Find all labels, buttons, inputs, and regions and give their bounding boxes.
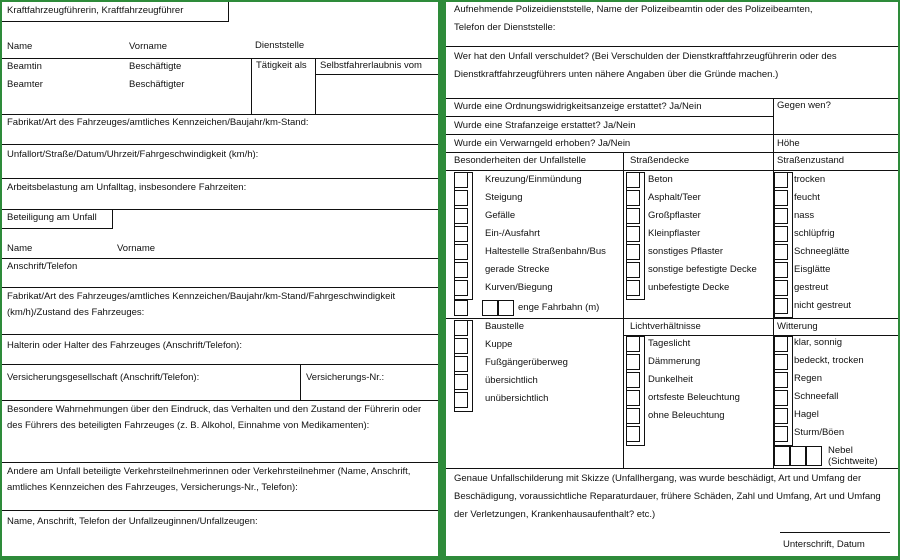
nicht-gestreut-label: nicht gestreut — [794, 300, 852, 311]
regen-label: Regen — [794, 373, 822, 384]
gerade-checkbox[interactable] — [454, 262, 468, 278]
blank-checkbox[interactable] — [626, 426, 640, 442]
sturm-label: Sturm/Böen — [794, 427, 845, 438]
eisglaette-label: Eisglätte — [794, 264, 831, 275]
header-box-edge — [228, 2, 229, 22]
enge-label: enge Fahrbahn (m) — [518, 302, 600, 313]
ortsfeste-beleuchtung-checkbox[interactable] — [626, 390, 640, 406]
row-line — [446, 46, 898, 47]
gefaelle-label: Gefälle — [485, 210, 516, 221]
row-line — [2, 144, 438, 145]
hagel-checkbox[interactable] — [774, 408, 788, 424]
nebel-sicht-box[interactable] — [790, 446, 806, 466]
verwarngeld-label: Wurde ein Verwarngeld erhoben? Ja/Nein — [454, 138, 631, 149]
schluepfrig-checkbox[interactable] — [774, 226, 788, 242]
hoehe-label: Höhe — [777, 138, 800, 149]
nass-checkbox[interactable] — [774, 208, 788, 224]
versicherungsnr-label: Versicherungs-Nr.: — [306, 372, 385, 383]
schneefall-label: Schneefall — [794, 391, 839, 402]
beamtin-label: Beamtin — [7, 61, 42, 72]
wahrnehmungen-label: Besondere Wahrnehmungen über den Eindruck, das Verhalten und den Zustand der Führerin oder des Führers des beteiligten Fahrzeuges (z. B. Alkohol, Einnahme von Medikamenten): — [7, 404, 422, 431]
uebersichtlich-checkbox[interactable] — [454, 374, 468, 390]
fabrikat-label: Fabrikat/Art des Fahrzeuges/amtliches Kennzeichen/Baujahr/km-Stand: — [7, 117, 309, 128]
strassendecke-header: Straßendecke — [630, 155, 690, 166]
row-line — [2, 364, 438, 365]
unterschrift-label: Unterschrift, Datum — [783, 539, 865, 550]
uebersichtlich-label: übersichtlich — [485, 375, 538, 386]
zeugen-label: Name, Anschrift, Telefon der Unfallzeuginnen/Unfallzeugen: — [7, 516, 258, 527]
kreuzung-label: Kreuzung/Einmündung — [485, 174, 582, 185]
andere-label: Andere am Unfall beteiligte Verkehrsteilnehmerinnen oder Verkehrsteilnehmer (Name, Anschrift, amtliches Kennzeichen des Fahrzeuges, Versicherungs-Nr., Telefon): — [7, 466, 411, 493]
row-line — [446, 468, 898, 469]
strafanzeige-label: Wurde eine Strafanzeige erstattet? Ja/Nein — [454, 120, 636, 131]
nicht-gestreut-checkbox[interactable] — [774, 298, 788, 314]
tageslicht-checkbox[interactable] — [626, 336, 640, 352]
steigung-label: Steigung — [485, 192, 523, 203]
dienststelle-label: Dienststelle — [255, 40, 305, 51]
daemmerung-label: Dämmerung — [648, 356, 701, 367]
row-line — [2, 462, 438, 463]
bedeckt-label: bedeckt, trocken — [794, 355, 864, 366]
gegen-wen-label: Gegen wen? — [777, 100, 831, 111]
sonstiges-pflaster-label: sonstiges Pflaster — [648, 246, 723, 257]
nebel-sicht-box[interactable] — [806, 446, 822, 466]
schluepfrig-label: schlüpfrig — [794, 228, 835, 239]
haltestelle-checkbox[interactable] — [454, 244, 468, 260]
sichtweite-label: (Sichtweite) — [828, 456, 878, 467]
asphalt-checkbox[interactable] — [626, 190, 640, 206]
grosspflaster-checkbox[interactable] — [626, 208, 640, 224]
ortsfeste-beleuchtung-label: ortsfeste Beleuchtung — [648, 392, 740, 403]
gestreut-label: gestreut — [794, 282, 829, 293]
ordnungswidrig-label: Wurde eine Ordnungswidrigkeitsanzeige erstattet? Ja/Nein — [454, 101, 702, 112]
beton-checkbox[interactable] — [626, 172, 640, 188]
halter-label: Halterin oder Halter des Fahrzeuges (Anschrift/Telefon): — [7, 340, 242, 351]
unfallort-label: Unfallort/Straße/Datum/Uhrzeit/Fahrgeschwindigkeit (km/h): — [7, 149, 259, 160]
fussgaenger-checkbox[interactable] — [454, 356, 468, 372]
fabrikat2-label: Fabrikat/Art des Fahrzeuges/amtliches Kennzeichen/Baujahr/km-Stand/Fahrgeschwindigkeit (km/h)/Zustand des Fahrzeuges: — [7, 291, 396, 318]
beteiligung-box-edge — [112, 209, 113, 229]
beschaeftigter-label: Beschäftigter — [129, 79, 185, 90]
vorname2-label: Vorname — [117, 243, 156, 254]
right-form-page — [446, 2, 898, 556]
unuebersichtlich-label: unübersichtlich — [485, 393, 549, 404]
tageslicht-label: Tageslicht — [648, 338, 691, 349]
selbstfahrer-label: Selbstfahrerlaubnis vom — [320, 60, 422, 71]
arbeitsbelastung-label: Arbeitsbelastung am Unfalltag, insbesondere Fahrzeiten: — [7, 182, 247, 193]
taetigkeit-label: Tätigkeit als — [256, 60, 307, 71]
row-line — [2, 258, 438, 259]
anschrift-label: Anschrift/Telefon — [7, 261, 78, 272]
ohne-beleuchtung-label: ohne Beleuchtung — [648, 410, 725, 421]
ohne-beleuchtung-checkbox[interactable] — [626, 408, 640, 424]
enge-width-box[interactable] — [482, 300, 498, 316]
kleinpflaster-label: Kleinpflaster — [648, 228, 701, 239]
cell-divider — [315, 58, 316, 114]
witterung-header: Witterung — [777, 321, 818, 332]
row-line — [446, 98, 898, 99]
feucht-checkbox[interactable] — [774, 190, 788, 206]
nass-label: nass — [794, 210, 815, 221]
steigung-checkbox[interactable] — [454, 190, 468, 206]
column-divider — [623, 152, 624, 468]
sonstiges-pflaster-checkbox[interactable] — [626, 244, 640, 260]
unbefestigte-decke-label: unbefestigte Decke — [648, 282, 730, 293]
grosspflaster-label: Großpflaster — [648, 210, 701, 221]
kuppe-checkbox[interactable] — [454, 338, 468, 354]
trocken-checkbox[interactable] — [774, 172, 788, 188]
haltestelle-label: Haltestelle Straßenbahn/Bus — [485, 246, 606, 257]
row-line — [2, 58, 438, 59]
row-line — [2, 114, 438, 115]
gestreut-checkbox[interactable] — [774, 280, 788, 296]
row-line — [446, 170, 898, 171]
dunkelheit-checkbox[interactable] — [626, 372, 640, 388]
kreuzung-checkbox[interactable] — [454, 172, 468, 188]
daemmerung-checkbox[interactable] — [626, 354, 640, 370]
befestigte-decke-checkbox[interactable] — [626, 262, 640, 278]
cell-divider — [300, 364, 301, 400]
schilderung-label: Genaue Unfallschilderung mit Skizze (Unfallhergang, was wurde beschädigt, Art und Umfang der Beschädigung, voraussichtliche Reparaturdauer, frühere Schäden, Zahl und Umfang, Art und Umfang der Verletzungen, Krankenhausaufenthalt? etc.) — [454, 473, 881, 520]
row-line — [446, 116, 773, 117]
beton-label: Beton — [648, 174, 673, 185]
schneeglaette-checkbox[interactable] — [774, 244, 788, 260]
nebel-checkbox[interactable] — [774, 446, 790, 466]
left-form-page — [2, 2, 438, 556]
nebel-label: Nebel — [828, 445, 853, 456]
baustelle-checkbox[interactable] — [454, 320, 468, 336]
kleinpflaster-checkbox[interactable] — [626, 226, 640, 242]
driver-header: Kraftfahrzeugführerin, Kraftfahrzeugführer — [7, 5, 184, 16]
gerade-label: gerade Strecke — [485, 264, 550, 275]
einfahrt-label: Ein-/Ausfahrt — [485, 228, 540, 239]
feucht-label: feucht — [794, 192, 820, 203]
dunkelheit-label: Dunkelheit — [648, 374, 693, 385]
klar-label: klar, sonnig — [794, 337, 843, 348]
name-label: Name — [7, 41, 33, 52]
baustelle-label: Baustelle — [485, 321, 525, 332]
cell-line — [315, 74, 438, 75]
kurven-label: Kurven/Biegung — [485, 282, 553, 293]
bedeckt-checkbox[interactable] — [774, 354, 788, 370]
unbefestigte-decke-checkbox[interactable] — [626, 280, 640, 296]
klar-checkbox[interactable] — [774, 336, 788, 352]
hagel-label: Hagel — [794, 409, 819, 420]
trocken-label: trocken — [794, 174, 826, 185]
row-line — [2, 334, 438, 335]
telefon-dienststelle-label: Telefon der Dienststelle: — [454, 22, 556, 33]
unuebersichtlich-checkbox[interactable] — [454, 392, 468, 408]
row-line — [2, 209, 438, 210]
schneeglaette-label: Schneeglätte — [794, 246, 850, 257]
licht-header: Lichtverhältnisse — [630, 321, 701, 332]
beschaeftigte-label: Beschäftigte — [129, 61, 182, 72]
eisglaette-checkbox[interactable] — [774, 262, 788, 278]
beamter-label: Beamter — [7, 79, 43, 90]
einfahrt-checkbox[interactable] — [454, 226, 468, 242]
polizei-label: Aufnehmende Polizeidienststelle, Name der Polizeibeamtin oder des Polizeibeamten, — [454, 4, 813, 15]
besonderheiten-header: Besonderheiten der Unfallstelle — [454, 155, 587, 166]
row-line — [2, 178, 438, 179]
kuppe-label: Kuppe — [485, 339, 513, 350]
vorname-label: Vorname — [129, 41, 168, 52]
name2-label: Name — [7, 243, 33, 254]
row-line — [2, 400, 438, 401]
gefaelle-checkbox[interactable] — [454, 208, 468, 224]
row-line — [2, 510, 438, 511]
signature-line — [780, 532, 890, 533]
beteiligung-underline — [2, 228, 112, 229]
cell-divider — [773, 98, 774, 152]
regen-checkbox[interactable] — [774, 372, 788, 388]
schneefall-checkbox[interactable] — [774, 390, 788, 406]
cell-divider — [251, 58, 252, 114]
row-line — [446, 134, 898, 135]
fussgaenger-label: Fußgängerüberweg — [485, 357, 568, 368]
asphalt-label: Asphalt/Teer — [648, 192, 701, 203]
beteiligung-header: Beteiligung am Unfall — [7, 212, 97, 223]
row-line — [446, 318, 898, 319]
kurven-checkbox[interactable] — [454, 280, 468, 296]
versicherung-label: Versicherungsgesellschaft (Anschrift/Telefon): — [7, 372, 200, 383]
sturm-checkbox[interactable] — [774, 426, 788, 442]
enge-width-box[interactable] — [498, 300, 514, 316]
row-line — [446, 152, 898, 153]
enge-checkbox[interactable] — [454, 300, 468, 316]
strassenzustand-header: Straßenzustand — [777, 155, 845, 166]
befestigte-decke-label: sonstige befestigte Decke — [648, 264, 757, 275]
header-underline — [2, 21, 228, 22]
row-line — [2, 287, 438, 288]
row-line — [623, 335, 898, 336]
verschuldet-label: Wer hat den Unfall verschuldet? (Bei Verschulden der Dienstkraftfahrzeugführerin oder des Dienstkraftfahrzeugführers unten nähere Angaben über die Gründe machen.) — [454, 51, 837, 80]
